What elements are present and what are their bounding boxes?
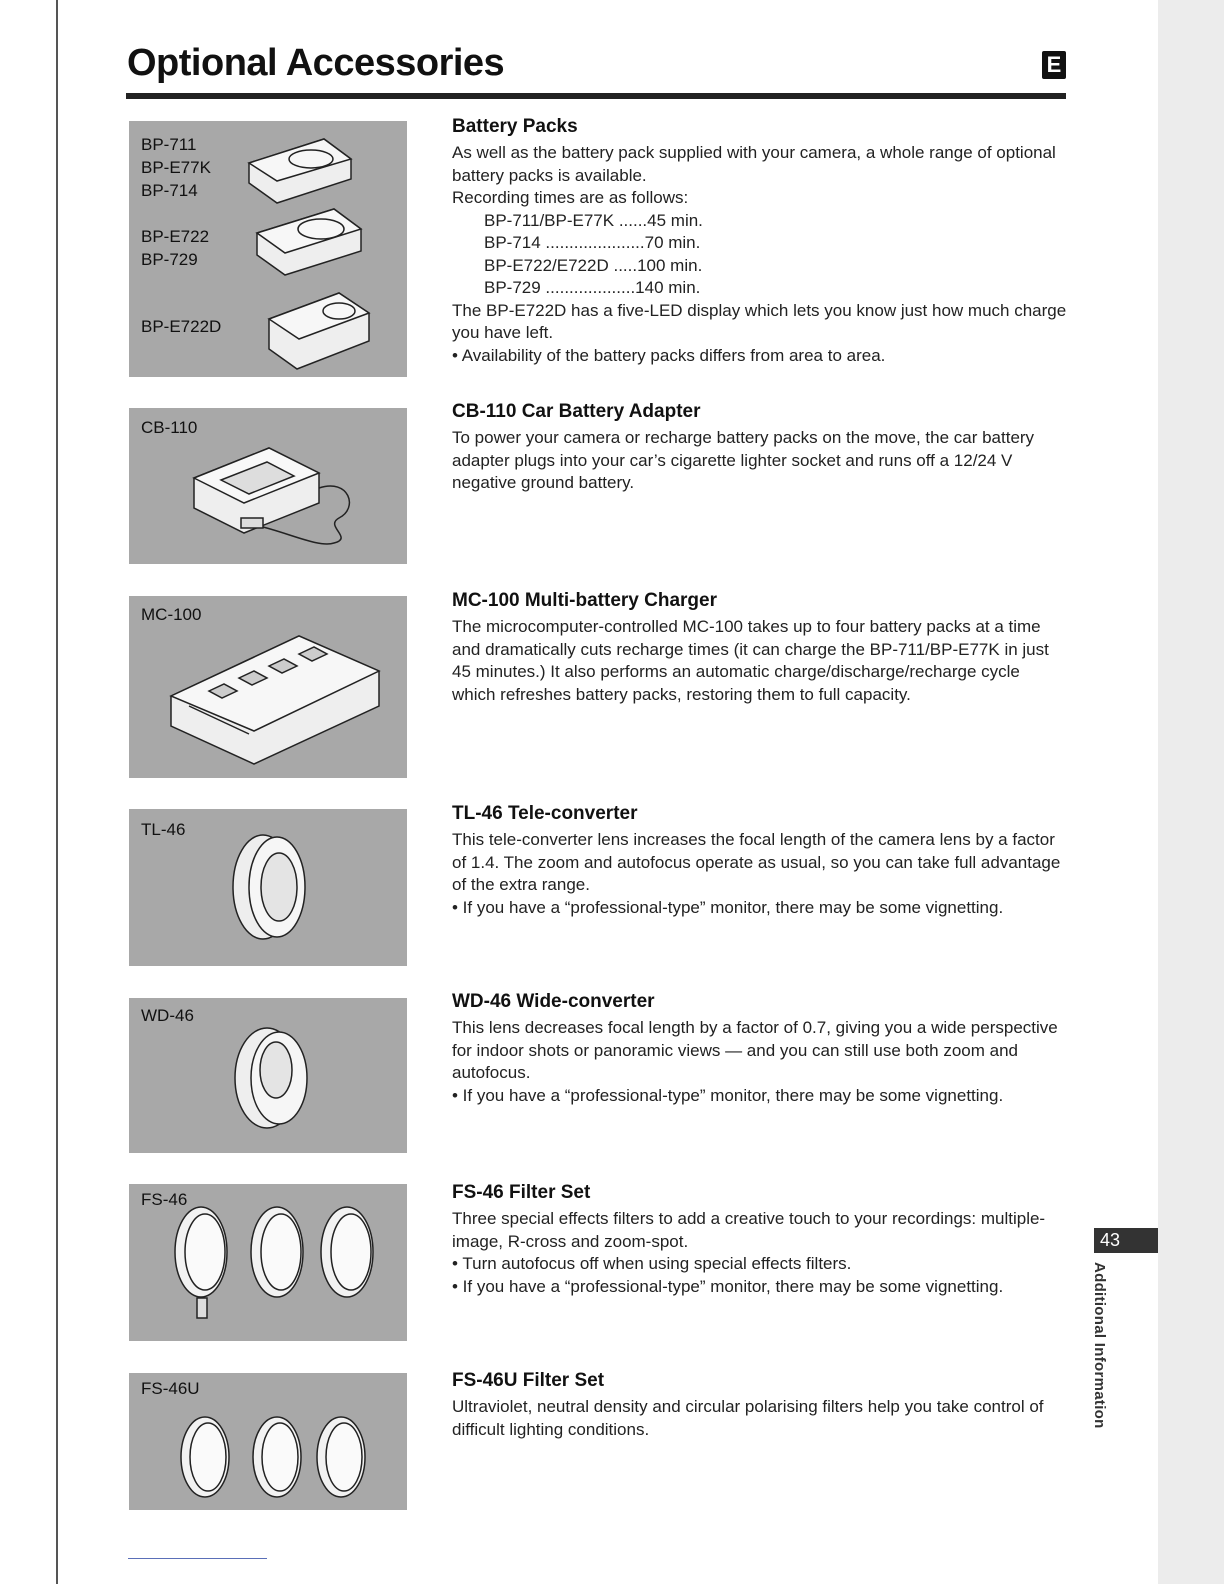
recording-time-line: BP-E722/E722D .....100 min. [484,255,703,275]
section-paragraph: To power your camera or recharge battery packs on the move, the car battery adapter plugs into your car’s cigarette lighter socket and runs off a 12/24 V negative ground battery. [452,428,1035,492]
panel-label-wd46: WD-46 [141,1006,194,1025]
panel-label-bp714: BP-714 [141,181,198,200]
section-tl46 [452,802,1067,919]
wd46-image [129,998,407,1153]
section-paragraph: This lens decreases focal length by a factor of 0.7, giving you a wide perspective for indoor shots or panoramic views — and you can still use both zoom and autofocus. [452,1018,1058,1082]
battery-packs-image [129,121,407,377]
cb110-image [129,408,407,564]
page-number: 43 [1094,1228,1158,1253]
section-heading: MC-100 Multi-battery Charger [452,590,717,611]
section-paragraph: Ultraviolet, neutral density and circular polarising filters help you take control of difficult lighting conditions. [452,1397,1044,1439]
section-heading: WD-46 Wide-converter [452,991,655,1012]
page-left-edge [56,0,58,1584]
section-wd46 [452,990,1067,1107]
panel-label-bp711: BP-711 [141,135,197,154]
section-paragraph: As well as the battery pack supplied with your camera, a whole range of optional battery packs is available. [452,143,1056,185]
footer-rule [128,1558,267,1559]
section-bullet: • If you have a “professional-type” monitor, there may be some vignetting. [452,1085,1004,1105]
panel-label-fs46u: FS-46U [141,1379,200,1398]
section-battery-packs [452,115,1067,367]
section-paragraph: The BP-E722D has a five-LED display which lets you know just how much charge you have left. [452,300,1067,342]
section-paragraph: This tele-converter lens increases the focal length of the camera lens by a factor of 1.4. The zoom and autofocus operate as usual, so you can take full advantage of the extra range. [452,830,1061,894]
section-heading: TL-46 Tele-converter [452,803,638,824]
section-fs46 [452,1181,1067,1298]
page-right-margin [1158,0,1224,1584]
section-heading: FS-46 Filter Set [452,1182,591,1203]
panel-label-bpe77k: BP-E77K [141,158,211,177]
section-bullet: • If you have a “professional-type” monitor, there may be some vignetting. [452,1276,1004,1296]
recording-time-line: BP-711/BP-E77K ......45 min. [484,210,703,230]
section-paragraph: Recording times are as follows: [452,188,689,207]
section-paragraph: Three special effects filters to add a creative touch to your recordings: multiple-image, R-cross and zoom-spot. [452,1209,1046,1251]
recording-time-line: BP-729 ...................140 min. [484,278,701,297]
section-bullet: • Availability of the battery packs differs from area to area. [452,345,886,365]
title-rule [126,93,1066,99]
panel-label-bpe722d: BP-E722D [141,317,222,336]
section-heading: Battery Packs [452,116,578,137]
tl46-image [129,809,407,966]
mc100-image [129,596,407,778]
panel-label-cb110: CB-110 [141,418,198,437]
section-heading: CB-110 Car Battery Adapter [452,401,701,422]
recording-time-line: BP-714 .....................70 min. [484,233,701,252]
page-title: Optional Accessories [127,42,505,84]
section-fs46u [452,1369,1067,1441]
panel-label-mc100: MC-100 [141,605,202,624]
chapter-side-label: Additional Information [1091,1262,1108,1429]
section-cb110 [452,400,1067,495]
language-badge: E [1042,51,1066,79]
section-paragraph: The microcomputer-controlled MC-100 takes up to four battery packs at a time and dramatically cuts recharge times (it can charge the BP-711/BP-E77K in just 45 minutes.) It also performs an automatic charge/discharge/recharge cycle which refreshes battery packs, restoring them to full capacity. [452,617,1049,704]
fs46u-image [129,1373,407,1510]
panel-label-bp729: BP-729 [141,250,198,269]
fs46-image [129,1184,407,1341]
panel-label-bpe722: BP-E722 [141,227,210,246]
panel-label-tl46: TL-46 [141,820,186,839]
section-mc100 [452,589,1067,706]
panel-label-fs46: FS-46 [141,1190,188,1209]
section-bullet: • Turn autofocus off when using special effects filters. [452,1254,852,1273]
section-bullet: • If you have a “professional-type” monitor, there may be some vignetting. [452,897,1004,917]
section-heading: FS-46U Filter Set [452,1370,605,1391]
